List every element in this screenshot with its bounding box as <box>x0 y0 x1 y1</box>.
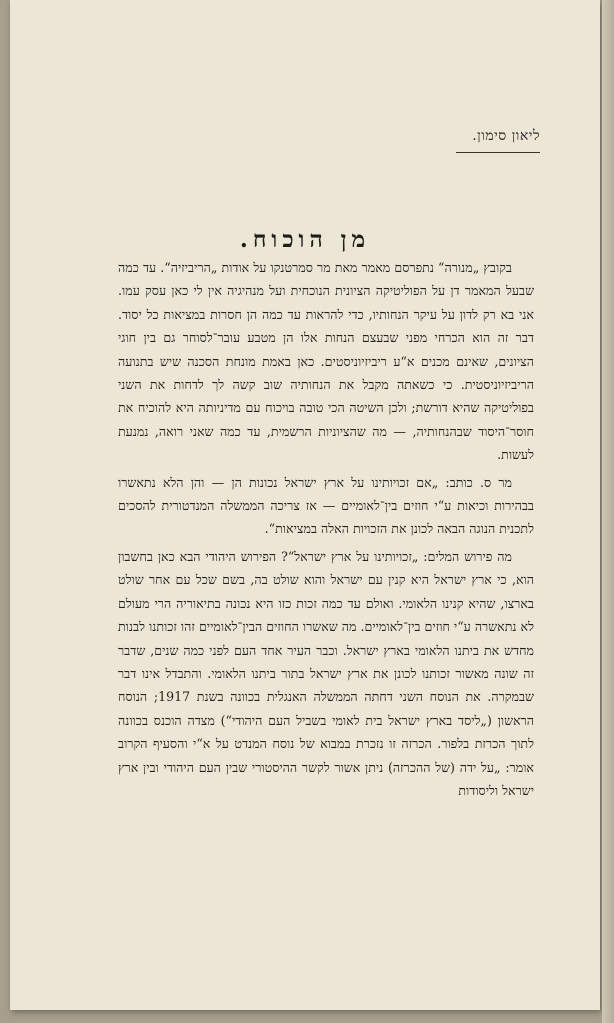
article-title: מן הוכוח. <box>239 226 371 253</box>
paragraph-3: מה פירוש המלים: „זכויותינו על ארץ ישראל“? הפירוש היהודי הבא כאן בחשבון הוא, כי ארץ ישראל היא קנין עם ישראל והוא שולט בה, בשם שכל עם אחר שולט בארצו, שהיא קנינו הלאומי. ואולם עד כמה זכות כזו היא נכונה בתיאוריה הרי מעולם לא נתאשרה ע“י חוזים בין־לאומיים. מה שאשרו החוזים הבין־לאומיים זהו זכותנו לבנות מחדש את ביתנו הלאומי בארץ ישראל. וכבר העיר אחד העם לפני כמה שנים, שדבר זה שונה מאשור זכותנו לכונן את ארץ ישראל בתור ביתנו הלאומי. והתבדל אינו דבר שבמקרה. את הנוסח השני דחתה הממשלה האנגלית בכוונה בשנת 1917; הנוסח הראשון („ליסד בארץ ישראל בית לאומי בשביל העם היהודי“) מצדה הוכנס בכוונה לתוך הכרזת בלפור. הכרזה זו נזכרת במבוא של נוסח המנדט על א“י והסעיף הקרוב אומר: „על ידה (של ההכרזה) ניתן אשור לקשר ההיסטורי שבין העם היהודי ובין ארץ ישראל וליסודות <box>118 548 534 798</box>
page-edge <box>602 0 614 1023</box>
author-underline <box>456 152 540 153</box>
article-body <box>118 256 534 802</box>
paragraph-1: בקובץ „מנורה“ נתפרסם מאמר מאת מר סמרטנקו על אודות „הריביזיה“. עד כמה שבעל המאמר דן על הפוליטיקה הציונית הנוכחית ועל מנהיגיה אין לי כאן עסק עמו. אני בא רק לדון על עיקר הנחותיו, כדי להראות עד כמה הן חסרות במציאות כל יסוד. דבר זה הוא הכרחי מפני שבעצם הנחות אלו הן מטבע עובר־לסוחר גם בין חוגי הציונים, שאינם מכנים א“ע ריביזיוניסטים. כאן באמת מונחת הסכנה שיש בתנועה הריביזיוניסטית. כי כשאתה מקבל את הנחותיה שוב קשה לך לדחות את השני בפוליטיקה שהיא דורשת; ולכן השיטה הכי טובה בויכוח עם מדיניותה היא להוכיח את חוסר־היסוד שבהנחותיה, — מה שהציוניות הרשמית, עד כמה שאני רואה, נמנעת לעשות. <box>118 260 534 463</box>
book-page <box>10 0 600 1010</box>
paragraph-2: מר ס. כותב: „אם זכויותינו על ארץ ישראל נכונות הן — והן הלא נתאשרו בבהירות וכיאות ע“י חוזים בין־לאומיים — אז צריכה הממשלה המנדטורית להסכים לתכנית הנוגה הבאה לכונן את הזכויות האלה במציאות“. <box>118 474 534 537</box>
author-name: ליאון סימון. <box>472 128 540 144</box>
